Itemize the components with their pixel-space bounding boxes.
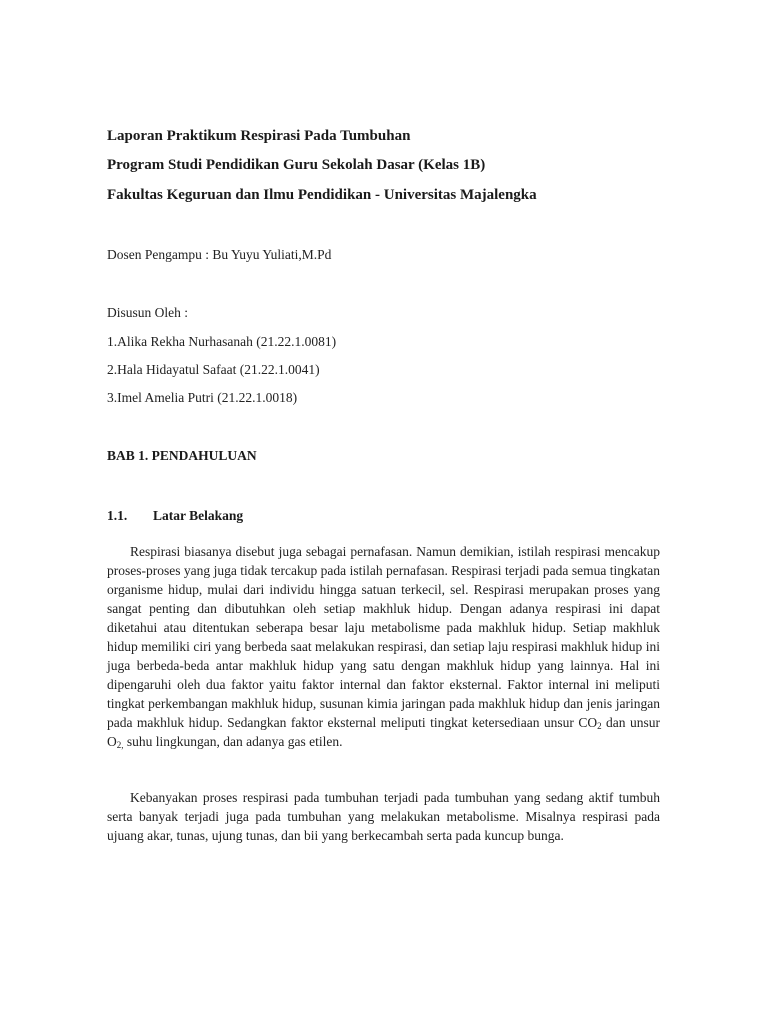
section-title: Latar Belakang <box>153 508 244 523</box>
study-program: Program Studi Pendidikan Guru Sekolah Dasar (Kelas 1B) <box>107 157 486 173</box>
paragraph-text: suhu lingkungan, dan adanya gas etilen. <box>123 734 343 749</box>
faculty-university: Fakultas Keguruan dan Ilmu Pendidikan - Universitas Majalengka <box>107 187 537 203</box>
chapter-title: BAB 1. PENDAHULUAN <box>107 448 257 463</box>
paragraph-latar-belakang-1 <box>107 542 660 751</box>
section-heading <box>107 508 243 524</box>
paragraph-text: Respirasi biasanya disebut juga sebagai pernafasan. Namun demikian, istilah respirasi mencakup proses-proses yang juga tidak tercakup pada istilah pernafasan. Respirasi terjadi pada semua tingkatan organisme hidup, mulai dari individu hingga satuan terkecil, sel. Respirasi merupakan proses yang sangat penting dan dibutuhkan oleh setiap makhluk hidup. Dengan adanya respirasi ini dapat diketahui atau ditentukan seberapa besar laju metabolisme pada makhluk hidup. Setiap makhluk hidup memiliki ciri yang berbeda saat melakukan respirasi, dan setiap laju respirasi makhluk hidup ini juga berbeda-beda antar makhluk hidup yang satu dengan makhluk hidup yang lainnya. Hal ini dipengaruhi oleh dua faktor yaitu faktor internal dan faktor eksternal. Faktor internal ini meliputi tingkat perkembangan makhluk hidup, susunan kimia jaringan pada makhluk hidup dan jenis jaringan pada makhluk hidup. Sedangkan faktor eksternal meliputi tingkat ketersediaan unsur CO <box>107 544 660 730</box>
report-title: Laporan Praktikum Respirasi Pada Tumbuhan <box>107 128 411 144</box>
author-item: 3.Imel Amelia Putri (21.22.1.0018) <box>107 390 298 405</box>
section-number: 1.1. <box>107 508 128 523</box>
paragraph-text: dan unsur O <box>107 715 660 749</box>
author-item: 1.Alika Rekha Nurhasanah (21.22.1.0081) <box>107 334 337 349</box>
authors-label: Disusun Oleh : <box>107 305 188 320</box>
author-item: 2.Hala Hidayatul Safaat (21.22.1.0041) <box>107 362 320 377</box>
subscript: 2 <box>597 721 602 731</box>
lecturer-line: Dosen Pengampu : Bu Yuyu Yuliati,M.Pd <box>107 247 332 262</box>
subscript: 2, <box>116 740 124 750</box>
paragraph-latar-belakang-2: Kebanyakan proses respirasi pada tumbuhan terjadi pada tumbuhan yang sedang aktif tumbuh serta banyak terjadi juga pada tumbuhan yang melakukan metabolisme. Misalnya respirasi pada ujuang akar, tunas, ujung tunas, dan bii yang berkecambah serta pada kuncup bunga. <box>107 790 660 843</box>
